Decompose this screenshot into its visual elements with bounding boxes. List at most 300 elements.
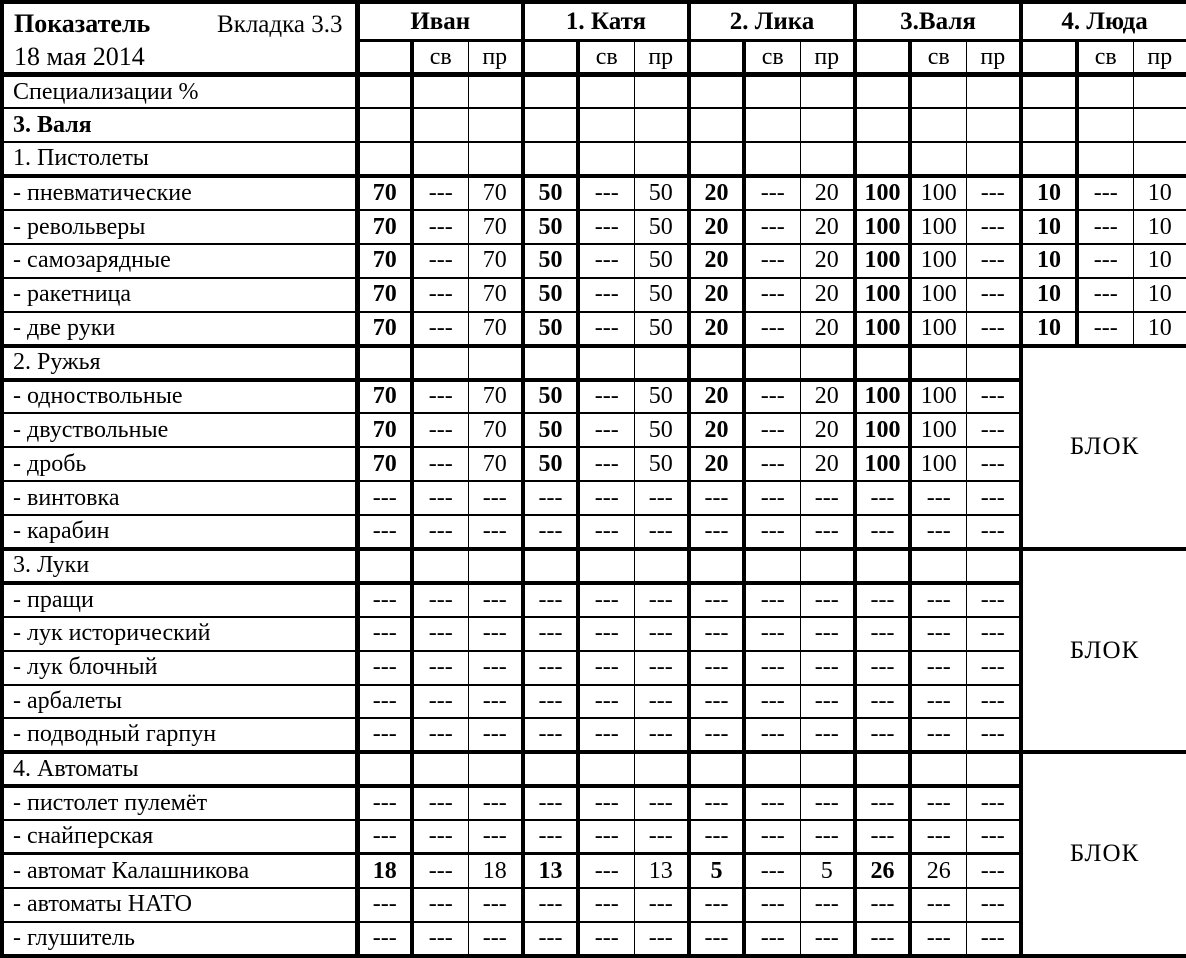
value-cell: --- [412,515,468,549]
value-cell: --- [689,617,744,651]
value-cell: --- [744,447,800,481]
table-row [2,447,1186,481]
value-cell [412,75,468,109]
value-cell: --- [412,380,468,414]
value-cell: --- [634,617,689,651]
value-cell: 50 [634,413,689,447]
value-cell: --- [357,651,412,685]
value-cell [966,75,1021,109]
group-header: 4. Люда [1021,2,1186,41]
value-cell [634,75,689,109]
value-cell [744,752,800,786]
value-cell [523,346,578,380]
value-cell: --- [634,820,689,854]
value-cell [468,142,523,176]
value-cell: --- [468,481,523,515]
value-cell: --- [910,718,966,752]
row-label: 2. Ружья [2,346,357,380]
value-cell: 100 [910,413,966,447]
value-cell: --- [966,820,1021,854]
value-cell: --- [744,210,800,244]
value-cell: 20 [689,210,744,244]
table-title: Показатель [14,9,151,38]
subcol-header [357,41,412,75]
value-cell: --- [966,685,1021,719]
value-cell [468,108,523,142]
value-cell: 50 [523,244,578,278]
value-cell: 5 [800,854,855,888]
value-cell: --- [357,481,412,515]
value-cell [578,346,634,380]
value-cell [1133,142,1186,176]
value-cell: --- [578,312,634,346]
value-cell: --- [412,176,468,210]
value-cell: --- [357,922,412,956]
value-cell: --- [578,685,634,719]
subcol-header: пр [468,41,523,75]
table-row [2,278,1186,312]
value-cell [412,108,468,142]
value-cell: 20 [800,380,855,414]
value-cell: --- [578,447,634,481]
table-row [2,346,1186,380]
value-cell: --- [966,380,1021,414]
value-cell: 20 [689,312,744,346]
row-label: Специализации % [13,78,199,105]
value-cell [578,108,634,142]
row-label: - арбалеты [2,685,357,719]
value-cell: --- [357,617,412,651]
row-label: - самозарядные [2,244,357,278]
subcol-header: св [578,41,634,75]
value-cell: --- [468,786,523,820]
value-cell: 18 [468,854,523,888]
subcol-header: пр [966,41,1021,75]
group-header: 1. Катя [523,2,689,41]
value-cell: --- [800,888,855,922]
date-label: 18 мая 2014 [14,42,145,71]
value-cell: --- [578,380,634,414]
value-cell [468,346,523,380]
value-cell [855,346,910,380]
value-cell [855,108,910,142]
value-cell [578,752,634,786]
value-cell: --- [523,651,578,685]
value-cell: 20 [689,413,744,447]
value-cell: --- [966,854,1021,888]
value-cell: --- [855,888,910,922]
value-cell [744,549,800,583]
value-cell: --- [744,413,800,447]
value-cell [1077,75,1133,109]
table-row [2,820,1186,854]
value-cell: --- [412,583,468,617]
value-cell: --- [357,685,412,719]
value-cell [412,549,468,583]
value-cell: --- [744,176,800,210]
row-label: - подводный гарпун [2,718,357,752]
block-cell: БЛОК [1021,752,1186,955]
value-cell: --- [689,718,744,752]
value-cell: --- [910,651,966,685]
value-cell [800,346,855,380]
value-cell: --- [523,583,578,617]
value-cell: --- [634,583,689,617]
value-cell: --- [744,481,800,515]
value-cell: --- [357,515,412,549]
value-cell: --- [523,685,578,719]
value-cell: 20 [689,176,744,210]
value-cell [855,142,910,176]
value-cell: --- [357,820,412,854]
value-cell: --- [412,786,468,820]
value-cell [468,75,523,109]
value-cell: 10 [1133,312,1186,346]
value-cell: 50 [523,278,578,312]
value-cell [800,549,855,583]
value-cell: --- [523,515,578,549]
value-cell: --- [689,583,744,617]
value-cell: --- [412,820,468,854]
value-cell: --- [523,888,578,922]
value-cell: 70 [357,244,412,278]
value-cell: --- [578,413,634,447]
value-cell: --- [634,718,689,752]
value-cell: --- [412,278,468,312]
value-cell: 70 [357,312,412,346]
value-cell [357,75,412,109]
value-cell [689,752,744,786]
value-cell: --- [412,481,468,515]
value-cell: --- [744,617,800,651]
value-cell: --- [800,481,855,515]
value-cell: --- [523,718,578,752]
value-cell: 10 [1133,176,1186,210]
value-cell: --- [689,820,744,854]
value-cell: 20 [689,278,744,312]
value-cell: 10 [1021,278,1077,312]
row-label: 4. Автоматы [2,752,357,786]
value-cell: --- [744,380,800,414]
value-cell [578,75,634,109]
value-cell: --- [578,651,634,685]
row-label: - одноствольные [2,380,357,414]
value-cell: --- [578,922,634,956]
value-cell: --- [412,922,468,956]
value-cell: --- [578,888,634,922]
table-row [2,244,1186,278]
value-cell: 50 [523,176,578,210]
value-cell: 70 [468,176,523,210]
value-cell: 100 [910,380,966,414]
value-cell: --- [744,854,800,888]
value-cell: --- [966,312,1021,346]
value-cell: --- [412,244,468,278]
value-cell: --- [966,176,1021,210]
value-cell: 50 [634,278,689,312]
value-cell: --- [468,583,523,617]
value-cell [910,346,966,380]
value-cell [357,549,412,583]
header-row-groups [2,2,1186,41]
value-cell [523,75,578,109]
value-cell: --- [468,922,523,956]
value-cell: 10 [1021,244,1077,278]
value-cell: 13 [523,854,578,888]
value-cell: 70 [468,312,523,346]
value-cell: --- [1077,176,1133,210]
table-row [2,854,1186,888]
value-cell: --- [800,922,855,956]
value-cell: --- [634,685,689,719]
table-row [2,75,1186,109]
value-cell [1133,75,1186,109]
value-cell: --- [855,820,910,854]
tab-label: Вкладка 3.3 [217,11,343,38]
value-cell: --- [910,617,966,651]
value-cell [966,142,1021,176]
value-cell: 70 [357,447,412,481]
value-cell: --- [966,888,1021,922]
value-cell [412,346,468,380]
value-cell [357,108,412,142]
value-cell [689,75,744,109]
value-cell [523,142,578,176]
value-cell: --- [966,583,1021,617]
value-cell: --- [966,210,1021,244]
value-cell: 100 [855,244,910,278]
value-cell [1021,108,1077,142]
value-cell: --- [744,685,800,719]
value-cell: --- [412,312,468,346]
value-cell [689,142,744,176]
value-cell: --- [689,786,744,820]
value-cell: 70 [357,413,412,447]
value-cell [578,142,634,176]
table-row [2,786,1186,820]
value-cell: 20 [689,244,744,278]
value-cell: --- [966,651,1021,685]
table-row [2,549,1186,583]
value-cell: --- [523,922,578,956]
value-cell: --- [634,651,689,685]
value-cell [744,346,800,380]
value-cell [744,75,800,109]
value-cell: --- [966,244,1021,278]
value-cell: 100 [910,244,966,278]
value-cell: --- [800,583,855,617]
value-cell [634,108,689,142]
value-cell: 50 [523,210,578,244]
value-cell: --- [523,786,578,820]
value-cell: 100 [855,312,910,346]
value-cell: 20 [800,413,855,447]
value-cell: --- [910,481,966,515]
value-cell: --- [855,481,910,515]
value-cell: --- [412,685,468,719]
value-cell [523,108,578,142]
table-row [2,515,1186,549]
value-cell: 20 [800,447,855,481]
value-cell: --- [412,888,468,922]
value-cell: --- [744,786,800,820]
group-header: Иван [357,2,523,41]
value-cell: 70 [468,244,523,278]
value-cell: --- [412,617,468,651]
value-cell: --- [1077,312,1133,346]
value-cell: --- [357,718,412,752]
value-cell: --- [412,413,468,447]
value-cell: --- [800,786,855,820]
row-label: - пистолет пулемёт [2,786,357,820]
value-cell [966,346,1021,380]
subcol-header: пр [800,41,855,75]
value-cell: --- [468,617,523,651]
value-cell [910,549,966,583]
value-cell: 70 [468,380,523,414]
row-label: - винтовка [2,481,357,515]
value-cell: 100 [910,278,966,312]
value-cell: 10 [1133,278,1186,312]
value-cell [800,108,855,142]
subcol-header: пр [634,41,689,75]
value-cell [357,142,412,176]
value-cell: --- [910,820,966,854]
value-cell [910,75,966,109]
table-row [2,752,1186,786]
value-cell: 50 [523,447,578,481]
row-label: - глушитель [2,922,357,956]
value-cell: --- [910,888,966,922]
value-cell [966,752,1021,786]
value-cell: --- [412,854,468,888]
value-cell: --- [634,888,689,922]
row-label: - двуствольные [2,413,357,447]
value-cell [468,549,523,583]
row-label: - автомат Калашникова [2,854,357,888]
value-cell: --- [1077,278,1133,312]
value-cell: 50 [634,312,689,346]
value-cell: --- [966,481,1021,515]
row-label: 3. Луки [2,549,357,583]
value-cell: 50 [634,380,689,414]
value-cell: --- [744,718,800,752]
value-cell [634,346,689,380]
value-cell: --- [966,718,1021,752]
value-cell [634,752,689,786]
value-cell: 100 [855,447,910,481]
value-cell: 20 [800,278,855,312]
value-cell [800,752,855,786]
value-cell: --- [855,651,910,685]
table-row [2,617,1186,651]
value-cell: 50 [634,447,689,481]
row-label: - снайперская [2,820,357,854]
value-cell: --- [468,888,523,922]
value-cell [855,752,910,786]
value-cell: 50 [634,244,689,278]
value-cell: --- [966,447,1021,481]
table-row [2,210,1186,244]
value-cell: --- [966,515,1021,549]
value-cell: --- [634,515,689,549]
value-cell: 20 [800,244,855,278]
value-cell: 50 [634,210,689,244]
value-cell: --- [744,820,800,854]
row-label: - карабин [2,515,357,549]
subcol-header: св [412,41,468,75]
value-cell: 70 [468,447,523,481]
value-cell: --- [800,820,855,854]
row-label: 1. Пистолеты [2,142,357,176]
value-cell [744,108,800,142]
value-cell [523,549,578,583]
value-cell: 50 [634,176,689,210]
value-cell: --- [468,685,523,719]
value-cell: --- [412,718,468,752]
value-cell [634,549,689,583]
value-cell: --- [1077,244,1133,278]
value-cell [357,752,412,786]
value-cell: --- [578,718,634,752]
value-cell: --- [523,820,578,854]
value-cell: --- [855,718,910,752]
value-cell: 70 [357,380,412,414]
table-row [2,312,1186,346]
value-cell: --- [357,786,412,820]
value-cell: 10 [1021,312,1077,346]
value-cell: 70 [468,278,523,312]
value-cell [412,142,468,176]
value-cell: 20 [689,380,744,414]
value-cell: --- [744,244,800,278]
value-cell: 70 [468,210,523,244]
value-cell: 100 [855,380,910,414]
table-row [2,922,1186,956]
value-cell [689,346,744,380]
row-label: - лук блочный [2,651,357,685]
value-cell: --- [910,515,966,549]
row-label: - пневматические [2,176,357,210]
value-cell [910,108,966,142]
value-cell: 100 [910,176,966,210]
value-cell: 20 [800,176,855,210]
table-row [2,888,1186,922]
row-label: - автоматы НАТО [2,888,357,922]
value-cell: 100 [855,210,910,244]
value-cell: --- [1077,210,1133,244]
value-cell: 100 [910,312,966,346]
value-cell [855,75,910,109]
value-cell [966,108,1021,142]
value-cell: --- [744,278,800,312]
value-cell: --- [855,617,910,651]
value-cell [689,108,744,142]
value-cell: 13 [634,854,689,888]
value-cell: --- [634,786,689,820]
value-cell [800,142,855,176]
table-row [2,718,1186,752]
table-row [2,142,1186,176]
table-row [2,651,1186,685]
value-cell: 70 [357,176,412,210]
table-row [2,685,1186,719]
value-cell: 26 [855,854,910,888]
value-cell: --- [800,515,855,549]
value-cell: --- [578,176,634,210]
value-cell: 100 [855,176,910,210]
row-label: - две руки [2,312,357,346]
